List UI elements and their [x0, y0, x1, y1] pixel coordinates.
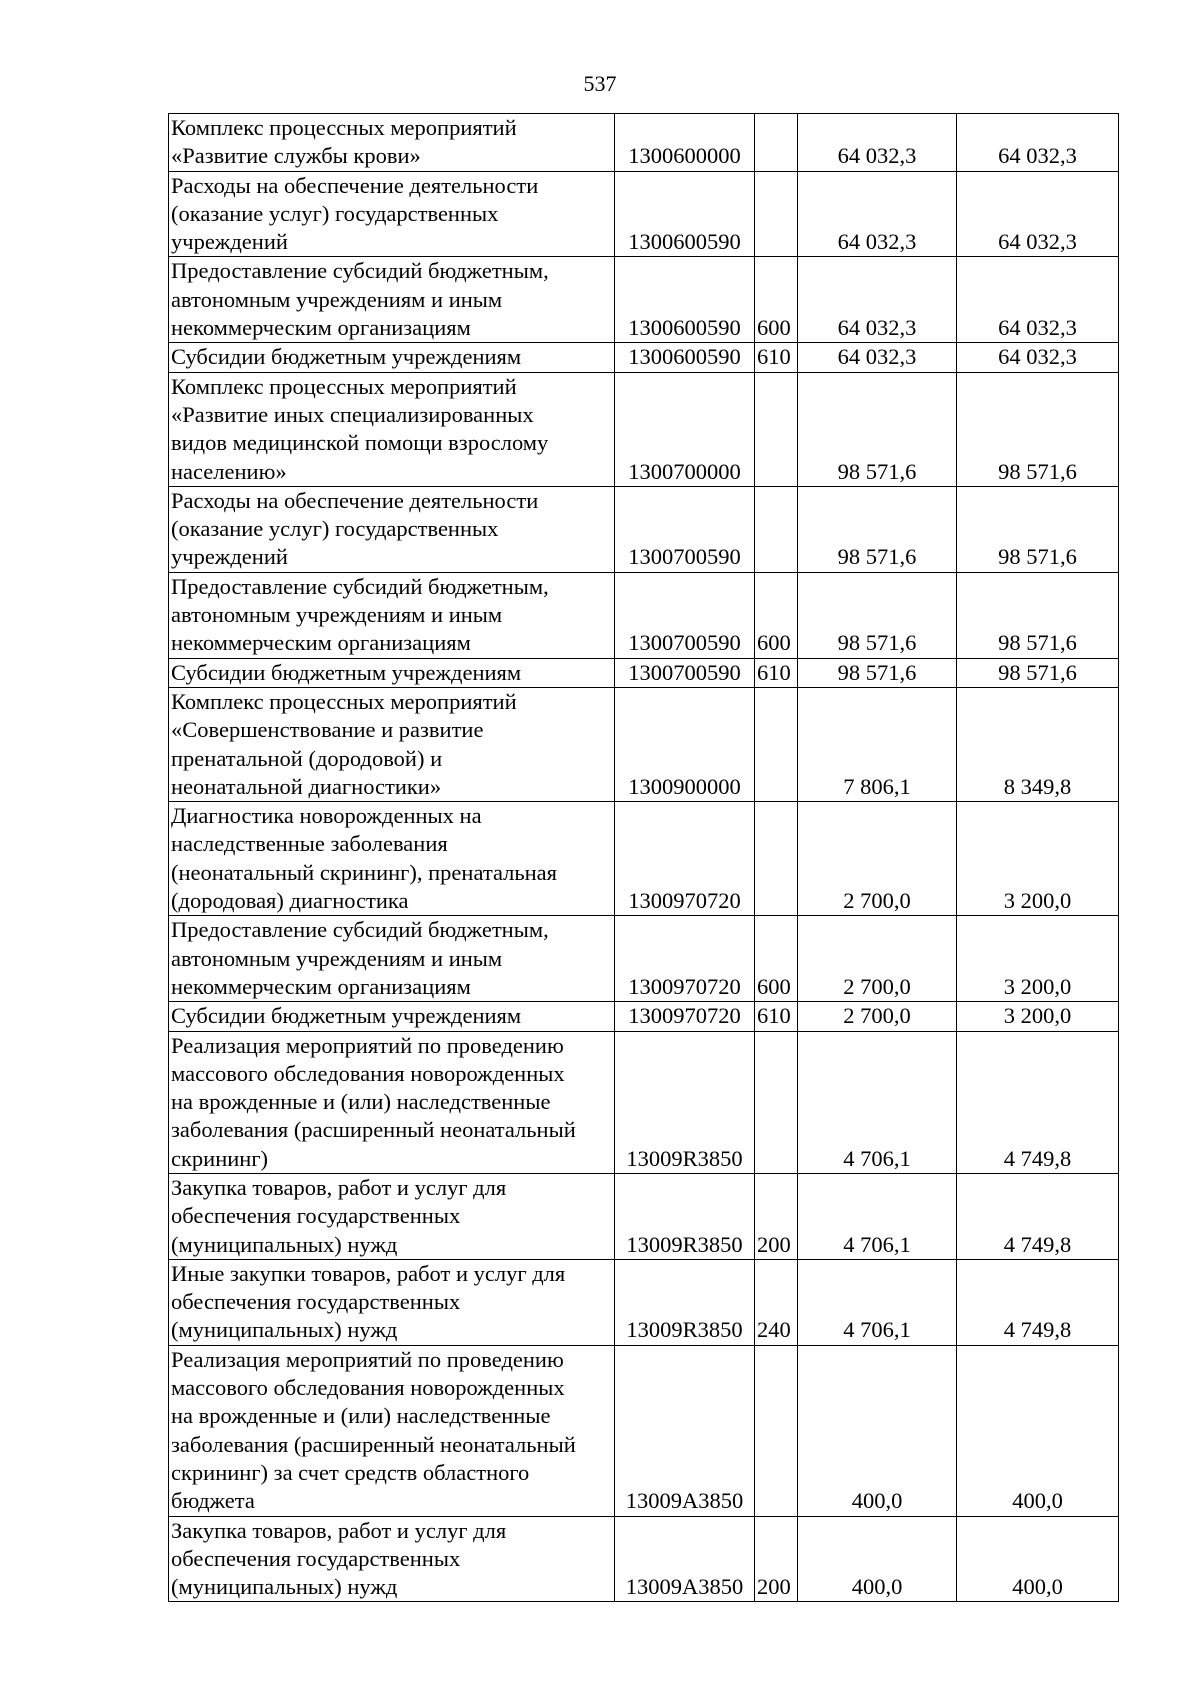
- table-row: [169, 171, 1119, 257]
- table-row: [169, 1173, 1119, 1259]
- target-article-code: 1300700590: [615, 572, 755, 658]
- expense-name: Субсидии бюджетным учреждениям: [169, 658, 615, 687]
- expense-name: Реализация мероприятий по проведению массового обследования новорожденных на врожденные и (или) наследственные заболевания (расширенный неонатальный скрининг): [169, 1031, 615, 1173]
- amount-year-1: 64 032,3: [798, 257, 957, 343]
- amount-year-2: 8 349,8: [957, 687, 1119, 801]
- amount-year-2: 4 749,8: [957, 1031, 1119, 1173]
- table-row: [169, 486, 1119, 572]
- table-row: [169, 1345, 1119, 1516]
- expense-type-code: 600: [755, 257, 798, 343]
- target-article-code: 1300970720: [615, 802, 755, 916]
- expense-type-code: [755, 486, 798, 572]
- target-article-code: 13009R3850: [615, 1031, 755, 1173]
- expense-name: Закупка товаров, работ и услуг для обеспечения государственных (муниципальных) нужд: [169, 1173, 615, 1259]
- amount-year-2: 4 749,8: [957, 1259, 1119, 1345]
- amount-year-2: 98 571,6: [957, 572, 1119, 658]
- amount-year-1: 98 571,6: [798, 658, 957, 687]
- amount-year-2: 98 571,6: [957, 486, 1119, 572]
- amount-year-2: 98 571,6: [957, 658, 1119, 687]
- expense-type-code: 610: [755, 1002, 798, 1031]
- expense-name: Реализация мероприятий по проведению массового обследования новорожденных на врожденные и (или) наследственные заболевания (расширенный неонатальный скрининг) за счет средств областного бюджета: [169, 1345, 615, 1516]
- target-article-code: 1300700590: [615, 658, 755, 687]
- budget-table: [168, 113, 1119, 1602]
- target-article-code: 1300600590: [615, 257, 755, 343]
- expense-name: Диагностика новорожденных на наследственные заболевания (неонатальный скрининг), пренатальная (дородовая) диагностика: [169, 802, 615, 916]
- expense-name: Комплекс процессных мероприятий «Совершенствование и развитие пренатальной (дородовой) и неонатальной диагностики»: [169, 687, 615, 801]
- expense-type-code: [755, 802, 798, 916]
- amount-year-2: 98 571,6: [957, 372, 1119, 486]
- target-article-code: 13009R3850: [615, 1173, 755, 1259]
- table-row: [169, 916, 1119, 1002]
- expense-name: Субсидии бюджетным учреждениям: [169, 1002, 615, 1031]
- target-article-code: 1300600000: [615, 114, 755, 172]
- expense-type-code: [755, 1031, 798, 1173]
- amount-year-2: 400,0: [957, 1516, 1119, 1602]
- expense-name: Расходы на обеспечение деятельности (оказание услуг) государственных учреждений: [169, 486, 615, 572]
- amount-year-1: 64 032,3: [798, 343, 957, 372]
- table-row: [169, 114, 1119, 172]
- amount-year-1: 98 571,6: [798, 486, 957, 572]
- amount-year-1: 4 706,1: [798, 1173, 957, 1259]
- expense-type-code: [755, 114, 798, 172]
- table-row: [169, 1031, 1119, 1173]
- table-row: [169, 572, 1119, 658]
- expense-name: Комплекс процессных мероприятий «Развитие иных специализированных видов медицинской помощи взрослому населению»: [169, 372, 615, 486]
- expense-type-code: 240: [755, 1259, 798, 1345]
- amount-year-1: 2 700,0: [798, 1002, 957, 1031]
- target-article-code: 13009R3850: [615, 1259, 755, 1345]
- expense-type-code: 610: [755, 343, 798, 372]
- expense-name: Иные закупки товаров, работ и услуг для обеспечения государственных (муниципальных) нужд: [169, 1259, 615, 1345]
- amount-year-1: 64 032,3: [798, 114, 957, 172]
- expense-type-code: 200: [755, 1173, 798, 1259]
- amount-year-2: 3 200,0: [957, 802, 1119, 916]
- table-row: [169, 658, 1119, 687]
- budget-table-body: [169, 114, 1119, 1602]
- table-row: [169, 372, 1119, 486]
- amount-year-2: 64 032,3: [957, 257, 1119, 343]
- target-article-code: 1300700590: [615, 486, 755, 572]
- amount-year-1: 4 706,1: [798, 1031, 957, 1173]
- table-row: [169, 1516, 1119, 1602]
- table-row: [169, 802, 1119, 916]
- target-article-code: 1300700000: [615, 372, 755, 486]
- amount-year-2: 64 032,3: [957, 114, 1119, 172]
- amount-year-1: 4 706,1: [798, 1259, 957, 1345]
- table-row: [169, 1002, 1119, 1031]
- table-row: [169, 687, 1119, 801]
- expense-name: Предоставление субсидий бюджетным, автономным учреждениям и иным некоммерческим организациям: [169, 916, 615, 1002]
- expense-name: Комплекс процессных мероприятий «Развитие службы крови»: [169, 114, 615, 172]
- expense-type-code: [755, 687, 798, 801]
- target-article-code: 1300970720: [615, 916, 755, 1002]
- amount-year-1: 98 571,6: [798, 372, 957, 486]
- page-number: 537: [583, 71, 617, 96]
- expense-type-code: 600: [755, 916, 798, 1002]
- amount-year-2: 64 032,3: [957, 343, 1119, 372]
- expense-type-code: 610: [755, 658, 798, 687]
- amount-year-1: 64 032,3: [798, 171, 957, 257]
- target-article-code: 13009A3850: [615, 1516, 755, 1602]
- amount-year-1: 400,0: [798, 1345, 957, 1516]
- amount-year-1: 400,0: [798, 1516, 957, 1602]
- target-article-code: 1300600590: [615, 343, 755, 372]
- expense-type-code: [755, 1345, 798, 1516]
- amount-year-1: 2 700,0: [798, 916, 957, 1002]
- target-article-code: 1300600590: [615, 171, 755, 257]
- amount-year-2: 400,0: [957, 1345, 1119, 1516]
- expense-type-code: [755, 372, 798, 486]
- table-row: [169, 343, 1119, 372]
- expense-type-code: [755, 171, 798, 257]
- expense-type-code: 600: [755, 572, 798, 658]
- amount-year-2: 3 200,0: [957, 1002, 1119, 1031]
- expense-name: Расходы на обеспечение деятельности (оказание услуг) государственных учреждений: [169, 171, 615, 257]
- amount-year-2: 3 200,0: [957, 916, 1119, 1002]
- expense-name: Предоставление субсидий бюджетным, автономным учреждениям и иным некоммерческим организациям: [169, 572, 615, 658]
- target-article-code: 1300970720: [615, 1002, 755, 1031]
- expense-type-code: 200: [755, 1516, 798, 1602]
- expense-name: Закупка товаров, работ и услуг для обеспечения государственных (муниципальных) нужд: [169, 1516, 615, 1602]
- amount-year-2: 64 032,3: [957, 171, 1119, 257]
- amount-year-1: 2 700,0: [798, 802, 957, 916]
- amount-year-1: 98 571,6: [798, 572, 957, 658]
- table-row: [169, 257, 1119, 343]
- target-article-code: 1300900000: [615, 687, 755, 801]
- expense-name: Субсидии бюджетным учреждениям: [169, 343, 615, 372]
- amount-year-2: 4 749,8: [957, 1173, 1119, 1259]
- table-row: [169, 1259, 1119, 1345]
- target-article-code: 13009A3850: [615, 1345, 755, 1516]
- amount-year-1: 7 806,1: [798, 687, 957, 801]
- expense-name: Предоставление субсидий бюджетным, автономным учреждениям и иным некоммерческим организациям: [169, 257, 615, 343]
